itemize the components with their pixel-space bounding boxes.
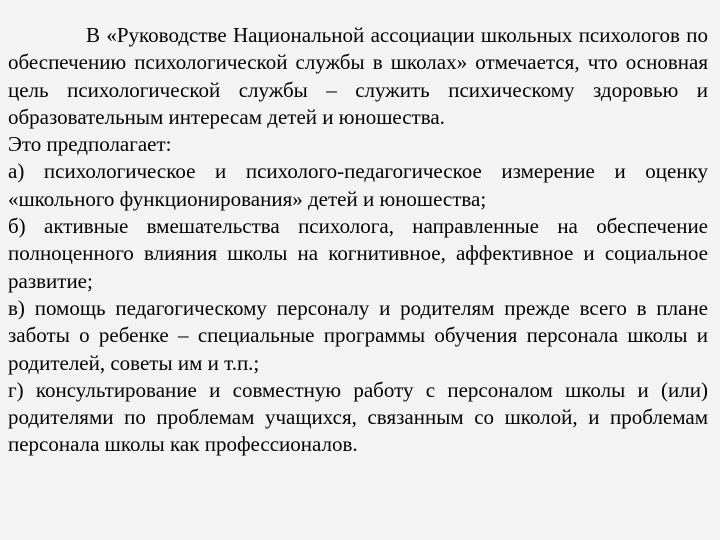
- list-item-g: г) консультирование и совместную работу с персоналом школы и (или) родителями по проблемам учащихся, связанным со школой, и проблемам персонала школы как профессионалов.: [8, 377, 708, 457]
- lead-paragraph: Это предполагает:: [8, 132, 172, 157]
- intro-paragraph: В «Руководстве Национальной ассоциации школьных психологов по обеспечению психологической службы в школах» отмечается, что основная цель психологической службы – служить психическому здоровью и образовательным интересам детей и юношества.: [8, 23, 708, 129]
- list-item-a: а) психологическое и психолого-педагогическое измерение и оценку «школьного функционирования» детей и юношества;: [8, 159, 708, 211]
- list-item-v: в) помощь педагогическому персоналу и родителям прежде всего в плане заботы о ребенке – специальные программы обучения персонала школы и родителей, советы им и т.п.;: [8, 295, 708, 375]
- list-item-b: б) активные вмешательства психолога, направленные на обеспечение полноценного влияния школы на когнитивное, аффективное и социальное развитие;: [8, 214, 708, 293]
- text-block: [8, 22, 708, 459]
